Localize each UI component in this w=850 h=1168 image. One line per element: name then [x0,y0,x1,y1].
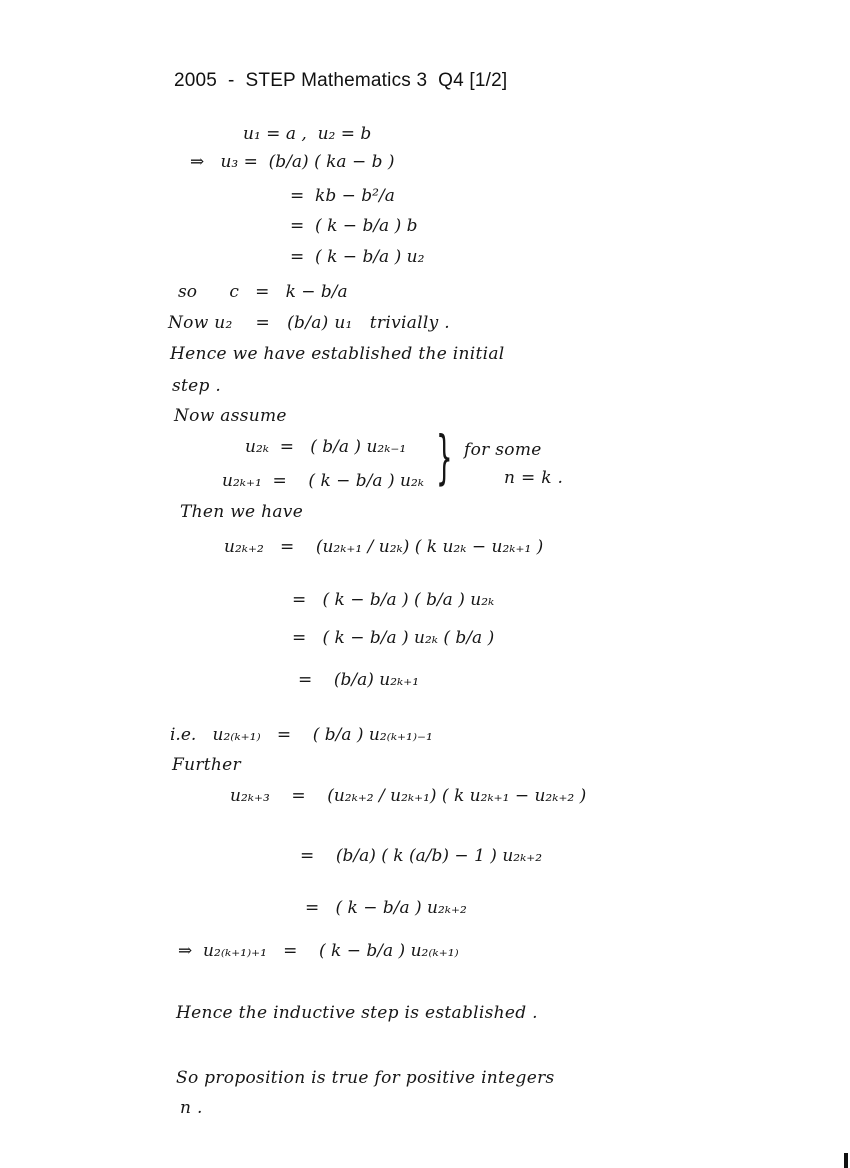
equation-u2k3-step-3: = ( k − b/a ) u₂ₖ₊₂ [305,898,467,918]
text-further: Further [172,755,241,775]
text-hence-initial: Hence we have established the initial [170,344,505,364]
equation-initial-values: u₁ = a , u₂ = b [243,124,372,144]
text-hence-inductive: Hence the inductive step is established . [176,1003,538,1023]
equation-u3-step-4: = ( k − b/a ) u₂ [290,247,425,267]
page-title: 2005 - STEP Mathematics 3 Q4 [1/2] [174,70,508,91]
equation-assume-even: u₂ₖ = ( b/a ) u₂ₖ₋₁ [245,437,407,457]
equation-u3: ⇒ u₃ = (b/a) ( ka − b ) [190,152,395,172]
equation-u2k3: u₂ₖ₊₃ = (u₂ₖ₊₂ / u₂ₖ₊₁) ( k u₂ₖ₊₁ − u₂ₖ₊₂ ) [230,786,587,806]
text-for-some: for some [464,440,542,460]
equation-assume-odd: u₂ₖ₊₁ = ( k − b/a ) u₂ₖ [222,471,424,491]
text-so-proposition: So proposition is true for positive integers [176,1068,555,1088]
equation-u2k2: u₂ₖ₊₂ = (u₂ₖ₊₁ / u₂ₖ) ( k u₂ₖ − u₂ₖ₊₁ ) [224,537,544,557]
equation-u2k2-step-2: = ( k − b/a ) ( b/a ) u₂ₖ [292,590,495,610]
text-n-equals-k: n = k . [504,468,564,488]
equation-u2k2-step-4: = (b/a) u₂ₖ₊₁ [298,670,420,690]
text-now-assume: Now assume [174,406,287,426]
scan-edge-mark [844,1153,848,1168]
text-step: step . [172,376,222,396]
text-now-u2: Now u₂ = (b/a) u₁ trivially . [168,313,450,333]
equation-ie: i.e. u₂₍ₖ₊₁₎ = ( b/a ) u₂₍ₖ₊₁₎₋₁ [170,725,433,745]
equation-c: so c = k − b/a [178,282,348,302]
equation-conclusion: ⇒ u₂₍ₖ₊₁₎₊₁ = ( k − b/a ) u₂₍ₖ₊₁₎ [178,941,459,961]
equation-u3-step-2: = kb − b²/a [290,186,395,206]
text-n: n . [180,1098,203,1118]
text-then-we-have: Then we have [180,502,304,522]
equation-u3-step-3: = ( k − b/a ) b [290,216,418,236]
curly-brace: } [436,423,453,491]
equation-u2k3-step-2: = (b/a) ( k (a/b) − 1 ) u₂ₖ₊₂ [300,846,543,866]
equation-u2k2-step-3: = ( k − b/a ) u₂ₖ ( b/a ) [292,628,495,648]
